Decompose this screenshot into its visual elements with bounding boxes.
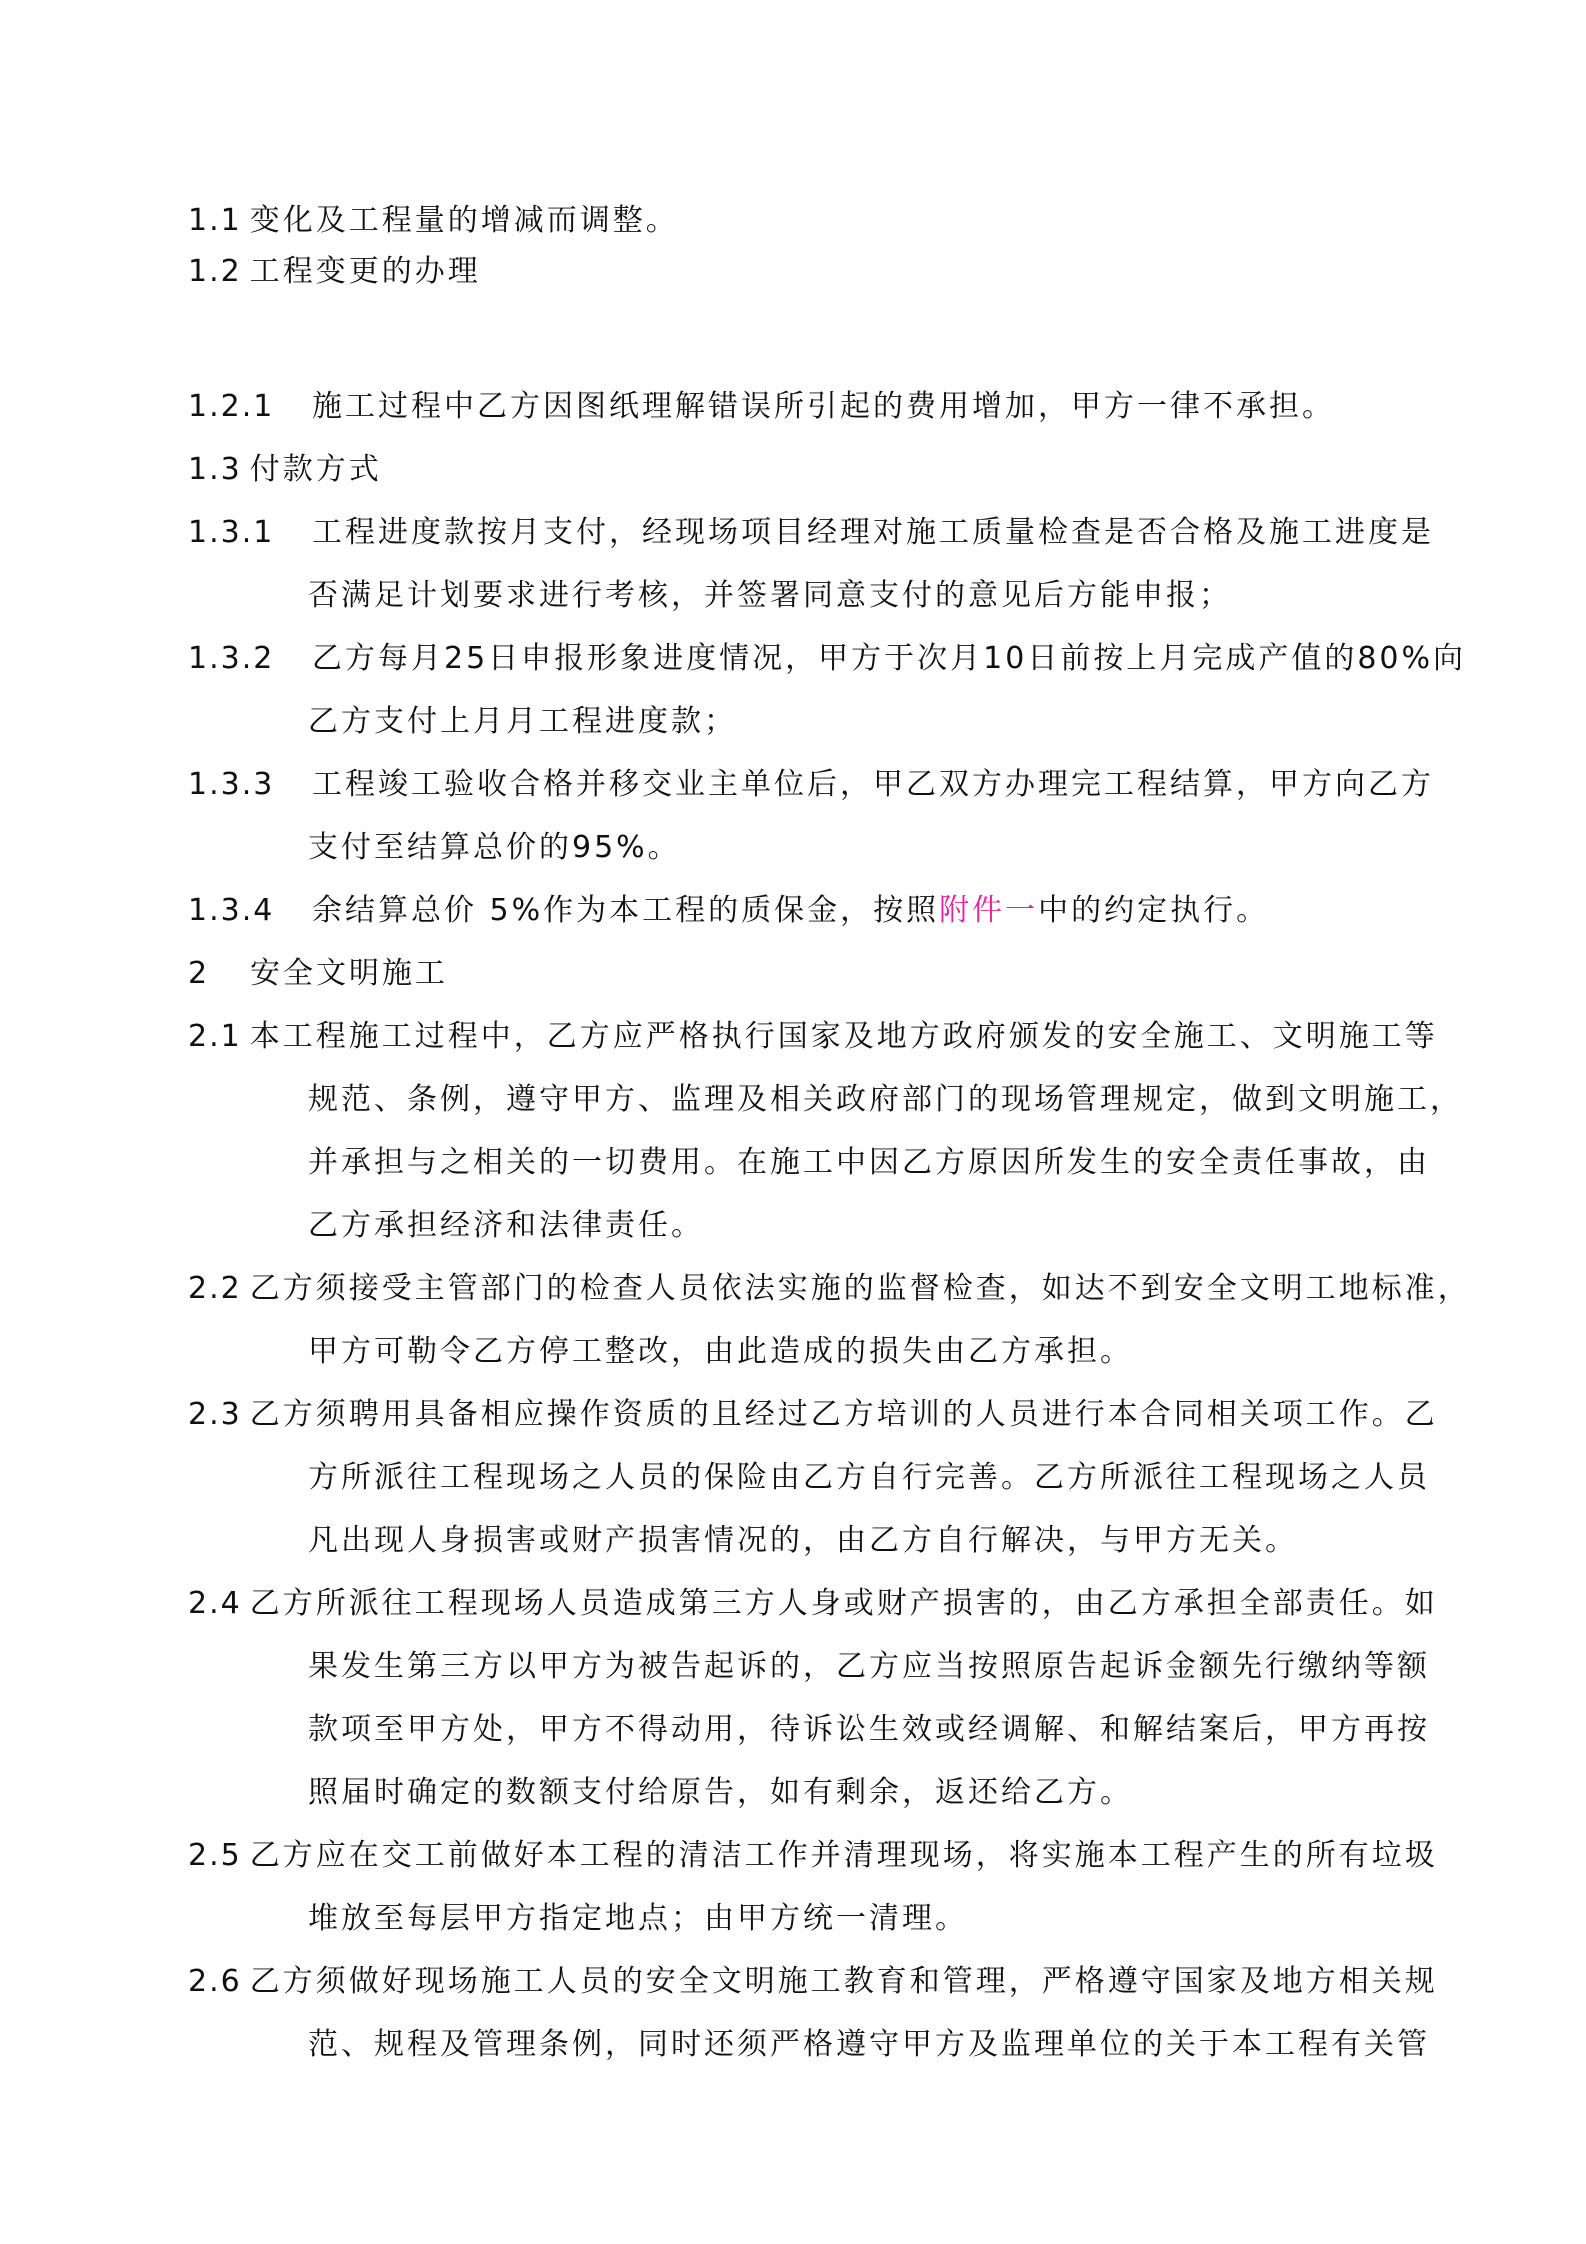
clause-2-1 (188, 1017, 1438, 1057)
clause-2-4-continuation: 款项至甲方处，甲方不得动用，待诉讼生效或经调解、和解结案后，甲方再按 (308, 1712, 1430, 1747)
clause-heading-text: 付款方式 (249, 452, 382, 487)
clause-number: 2.4 (188, 1586, 242, 1621)
clause-number: 1.3 (188, 452, 242, 487)
clause-text: 施工过程中乙方因图纸理解错误所引起的费用增加，甲方一律不承担。 (312, 389, 1335, 424)
clause-text-line: 工程进度款按月支付，经现场项目经理对施工质量检查是否合格及施工进度是 (312, 515, 1434, 550)
clause-text-before: 余结算总价 5%作为本工程的质保金，按照 (312, 893, 940, 928)
clause-text-line: 乙方应在交工前做好本工程的清洁工作并清理现场，将实施本工程产生的所有垃圾 (249, 1838, 1438, 1873)
clause-2-5-continuation: 堆放至每层甲方指定地点；由甲方统一清理。 (308, 1901, 968, 1936)
clause-text-line: 乙方须聘用具备相应操作资质的且经过乙方培训的人员进行本合同相关项工作。乙 (249, 1397, 1438, 1432)
clause-2-5 (188, 1836, 1438, 1876)
clause-number: 2.2 (188, 1271, 242, 1306)
clause-2-3-continuation: 方所派往工程现场之人员的保险由乙方自行完善。乙方所派往工程现场之人员 (308, 1460, 1430, 1495)
clause-2-1-continuation: 规范、条例，遵守甲方、监理及相关政府部门的现场管理规定，做到文明施工， (308, 1082, 1463, 1117)
clause-2-4 (188, 1584, 1438, 1624)
clause-2-3 (188, 1395, 1438, 1435)
clause-1-3-3 (188, 765, 1434, 805)
section-number: 2 (188, 956, 210, 991)
clause-2-1-continuation: 并承担与之相关的一切费用。在施工中因乙方原因所发生的安全责任事故，由 (308, 1145, 1430, 1180)
section-2-heading (188, 954, 448, 994)
clause-number: 1.3.1 (188, 515, 275, 550)
clause-text-line: 工程竣工验收合格并移交业主单位后，甲乙双方办理完工程结算，甲方向乙方 (312, 767, 1434, 802)
clause-number: 2.5 (188, 1838, 242, 1873)
clause-1-2-1 (188, 387, 1335, 427)
clause-number: 1.3.3 (188, 767, 275, 802)
clause-number: 1.2.1 (188, 389, 275, 424)
clause-number: 1.2 (188, 254, 242, 289)
clause-1-3-1 (188, 513, 1434, 553)
clause-2-6-continuation: 范、规程及管理条例，同时还须严格遵守甲方及监理单位的关于本工程有关管 (308, 2027, 1430, 2062)
clause-2-2 (188, 1269, 1471, 1309)
clause-number: 2.1 (188, 1019, 242, 1054)
clause-1-3-4 (188, 891, 1269, 931)
clause-1-1 (188, 201, 679, 241)
clause-text: 变化及工程量的增减而调整。 (249, 203, 679, 238)
clause-2-4-continuation: 照届时确定的数额支付给原告，如有剩余，返还给乙方。 (308, 1775, 1133, 1810)
clause-1-3-1-continuation: 否满足计划要求进行考核，并签署同意支付的意见后方能申报； (308, 578, 1232, 613)
clause-2-2-continuation: 甲方可勒令乙方停工整改，由此造成的损失由乙方承担。 (308, 1334, 1133, 1369)
clause-text-line: 乙方每月25日申报形象进度情况，甲方于次月10日前按上月完成产值的80%向 (312, 641, 1467, 676)
clause-2-3-continuation: 凡出现人身损害或财产损害情况的，由乙方自行解决，与甲方无关。 (308, 1523, 1298, 1558)
clause-number: 1.1 (188, 203, 242, 238)
clause-1-3-2-continuation: 乙方支付上月月工程进度款； (308, 704, 737, 739)
section-heading-text: 安全文明施工 (250, 956, 448, 991)
clause-number: 2.3 (188, 1397, 242, 1432)
clause-number: 2.6 (188, 1964, 242, 1999)
clause-2-1-continuation: 乙方承担经济和法律责任。 (308, 1208, 704, 1243)
clause-number: 1.3.4 (188, 893, 275, 928)
clause-1-2-heading (188, 252, 481, 292)
clause-2-4-continuation: 果发生第三方以甲方为被告起诉的，乙方应当按照原告起诉金额先行缴纳等额 (308, 1649, 1430, 1684)
clause-1-3-3-continuation: 支付至结算总价的95%。 (308, 830, 681, 865)
clause-1-3-2 (188, 639, 1466, 679)
clause-2-6 (188, 1962, 1438, 2002)
clause-text-line: 本工程施工过程中，乙方应严格执行国家及地方政府颁发的安全施工、文明施工等 (249, 1019, 1438, 1054)
clause-text-line: 乙方所派往工程现场人员造成第三方人身或财产损害的，由乙方承担全部责任。如 (249, 1586, 1438, 1621)
clause-text-line: 乙方须做好现场施工人员的安全文明施工教育和管理，严格遵守国家及地方相关规 (249, 1964, 1438, 1999)
clause-text-line: 乙方须接受主管部门的检查人员依法实施的监督检查，如达不到安全文明工地标准， (249, 1271, 1471, 1306)
annex-reference-link[interactable]: 附件一 (939, 893, 1039, 928)
clause-number: 1.3.2 (188, 641, 275, 676)
clause-heading-text: 工程变更的办理 (249, 254, 481, 289)
clause-1-3-heading (188, 450, 382, 490)
clause-text-after: 中的约定执行。 (1038, 893, 1270, 928)
